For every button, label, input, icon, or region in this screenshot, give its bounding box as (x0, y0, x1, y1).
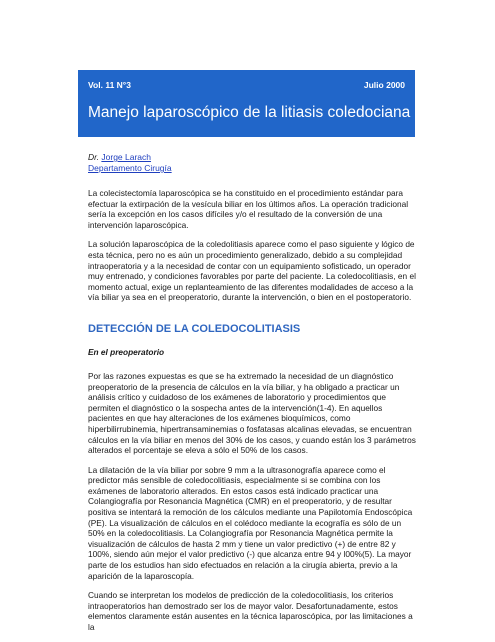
intro-paragraph: La solución laparoscópica de la coledolitiasis aparece como el paso siguiente y lógico de esta técnica, pero no es aún un procedimiento generalizado, debido a su complejidad intraoperatoria y a la necesidad de contar con un equipamiento sofisticado, un operador muy entrenado, y condiciones favorables por parte del paciente. La coledocolitiasis, en el momento actual, exige un replanteamiento de las diferentes modalidades de acceso a la vía biliar ya sea en el preoperatorio, durante la intervención, o bien en el postoperatorio. (88, 239, 416, 303)
section-paragraph: Cuando se interpretan los modelos de predicción de la coledocolitiasis, los criterios intraoperatorios han demostrado ser los de mayor valor. Desafortunadamente, estos elementos claramente están ausentes en la técnica laparoscópica, por las limitaciones a la (88, 590, 413, 632)
section-paragraph: La dilatación de la vía biliar por sobre 9 mm a la ultrasonografía aparece como el predictor más sensible de coledocolitiasis, especialmente si se combina con los exámenes de laboratorio alterados. En estos casos está indicado practicar una Colangiografía por Resonancia Magnética (CMR) en el preoperatorio, y de resultar positiva se intentará la remoción de los cálculos mediante una Papilotomía Endoscópica (PE). La visualización de cálculos en el colédoco mediante la ecografía es sólo de un 50% en la coledocolitiasis. La Colangiografía por Resonancia Magnética permite la visualización de cálculos de hasta 2 mm y tiene un valor predictivo (+) de entre 82 y 100%, siendo aún mejor el valor predictivo (-) que alcanza entre 94 y l00%(5). La mayor parte de los estudios han sido efectuados en relación a la cirugía abierta, previo a la aparición de la laparoscopía. (88, 464, 413, 581)
section-heading: DETECCIÓN DE LA COLEDOCOLITIASIS (88, 322, 301, 335)
article-body (88, 152, 418, 642)
author-block (88, 152, 418, 174)
section-paragraph: Por las razones expuestas es que se ha extremado la necesidad de un diagnóstico preoperatorio de la presencia de cálculos en la vía biliar, y ha obligado a practicar un análisis crítico y cuidadoso de los exámenes de laboratorio y procedimientos que permiten el diagnóstico o la sospecha antes de la intervención(1-4). En aquellos pacientes en que hay alteraciones de los exámenes bioquímicos, como hiperbilirrubinemia, hipertransaminemias o fosfatasas alcalinas elevadas, se encuentran cálculos en la vía biliar en menos del 30% de los casos, y cuando están los 3 parámetros alterados el porcentaje se eleva a sólo el 50% de los casos. (88, 370, 416, 456)
issue-meta (88, 80, 405, 90)
author-prefix: Dr. (88, 152, 100, 162)
department-link[interactable]: Departamento Cirugía (88, 163, 172, 173)
header-banner (78, 70, 415, 137)
volume-label: Vol. 11 N°3 (88, 80, 131, 90)
issue-date: Julio 2000 (363, 80, 405, 90)
article-title: Manejo laparoscópico de la litiasis coledociana (88, 104, 411, 121)
intro-paragraph: La colecistectomía laparoscópica se ha constituido en el procedimiento estándar para efectuar la extirpación de la vesícula biliar en los últimos años. La operación tradicional sería la excepción en los casos difíciles y/o el resultado de la conversión de una intervención laparoscópica. (88, 188, 409, 230)
author-link[interactable]: Jorge Larach (101, 152, 152, 162)
section-subheading: En el preoperatorio (88, 346, 165, 357)
